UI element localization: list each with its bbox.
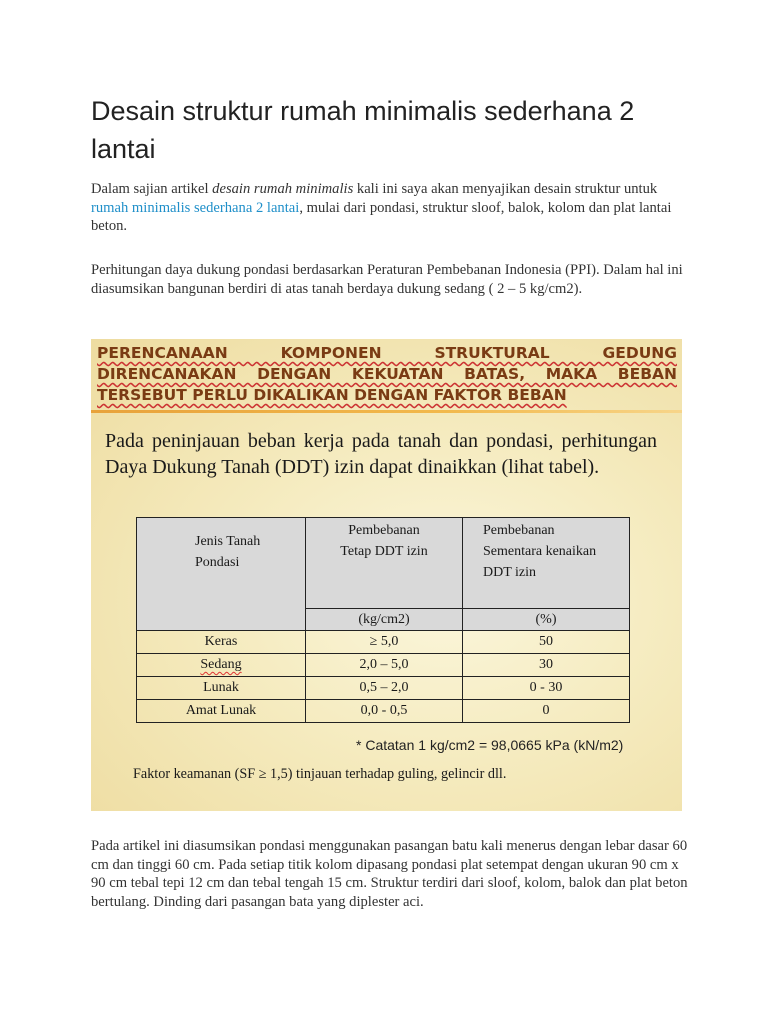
cell-kenaikan: 0	[463, 700, 630, 723]
cell-jenis-text: Sedang	[200, 657, 242, 672]
assumption-paragraph: Pada artikel ini diasumsikan pondasi menggunakan pasangan batu kali menerus dengan lebar dasar 60 cm dan tinggi 60 cm. Pada setiap titik kolom dipasang pondasi plat setempat dengan ukuran 90 cm x 90 cm tebal tepi 12 cm dan tebal tengah 15 cm. Struktur terdiri dari sloof, kolom, balok dan plat beton bertulang. Dinding dari pasangan bata yang diplester aci.	[91, 838, 688, 910]
article-title: Desain struktur rumah minimalis sederhana 2 lantai	[91, 96, 635, 164]
intro-paragraph	[91, 180, 691, 236]
rumah-minimalis-link[interactable]: rumah minimalis sederhana 2 lantai	[91, 199, 300, 216]
cell-jenis: Amat Lunak	[137, 700, 306, 723]
slide-divider	[91, 410, 682, 413]
cell-jenis	[137, 654, 306, 677]
cell-kenaikan: 30	[463, 654, 630, 677]
cell-kenaikan: 50	[463, 631, 630, 654]
cell-ddt: 0,0 - 0,5	[306, 700, 463, 723]
header-jenis-tanah	[137, 518, 306, 631]
intro-text-3: , mulai dari pondasi, struktur sloof, balok, kolom dan plat lantai beton.	[91, 199, 672, 234]
cell-ddt: 2,0 – 5,0	[306, 654, 463, 677]
header-pembebanan-sementara-label: Pembebanan Sementara kenaikan DDT izin	[483, 523, 597, 580]
table-row	[137, 654, 630, 677]
intro-text-2: kali ini saya akan menyajikan desain struktur untuk	[353, 181, 658, 197]
ppi-paragraph: Perhitungan daya dukung pondasi berdasarkan Peraturan Pembebanan Indonesia (PPI). Dalam hal ini diasumsikan bangunan berdiri di atas tanah berdaya dukung sedang ( 2 – 5 kg/cm2).	[91, 262, 683, 297]
cell-jenis: Keras	[137, 631, 306, 654]
cell-ddt: 0,5 – 2,0	[306, 677, 463, 700]
conversion-note: * Catatan 1 kg/cm2 = 98,0665 kPa (kN/m2)	[356, 737, 624, 753]
intro-emphasis: desain rumah minimalis	[212, 181, 354, 197]
unit-kg-cm2: (kg/cm2)	[306, 609, 463, 631]
cell-ddt: ≥ 5,0	[306, 631, 463, 654]
header-pembebanan-tetap-label: Pembebanan Tetap DDT izin	[340, 523, 428, 559]
unit-percent: (%)	[463, 609, 630, 631]
intro-text-1: Dalam sajian artikel	[91, 181, 213, 197]
safety-factor-note: Faktor keamanan (SF ≥ 1,5) tinjauan terhadap guling, gelincir dll.	[133, 766, 507, 782]
slide-intro: Pada peninjauan beban kerja pada tanah dan pondasi, perhitungan Daya Dukung Tanah (DDT) izin dapat dinaikkan (lihat tabel).	[105, 430, 657, 478]
cell-kenaikan: 0 - 30	[463, 677, 630, 700]
header-pembebanan-tetap	[306, 518, 463, 609]
slide-heading: PERENCANAAN KOMPONEN STRUKTURAL GEDUNG DIRENCANAKAN DENGAN KEKUATAN BATAS, MAKA BEBAN TERSEBUT PERLU DIKALIKAN DENGAN FAKTOR BEBAN	[97, 344, 677, 404]
header-pembebanan-sementara	[463, 518, 630, 609]
cell-jenis: Lunak	[137, 677, 306, 700]
slide-image	[91, 339, 682, 811]
table-row	[137, 677, 630, 700]
ddt-table	[136, 517, 630, 723]
table-row	[137, 700, 630, 723]
table-row	[137, 631, 630, 654]
header-jenis-tanah-label: Jenis Tanah Pondasi	[195, 534, 261, 570]
